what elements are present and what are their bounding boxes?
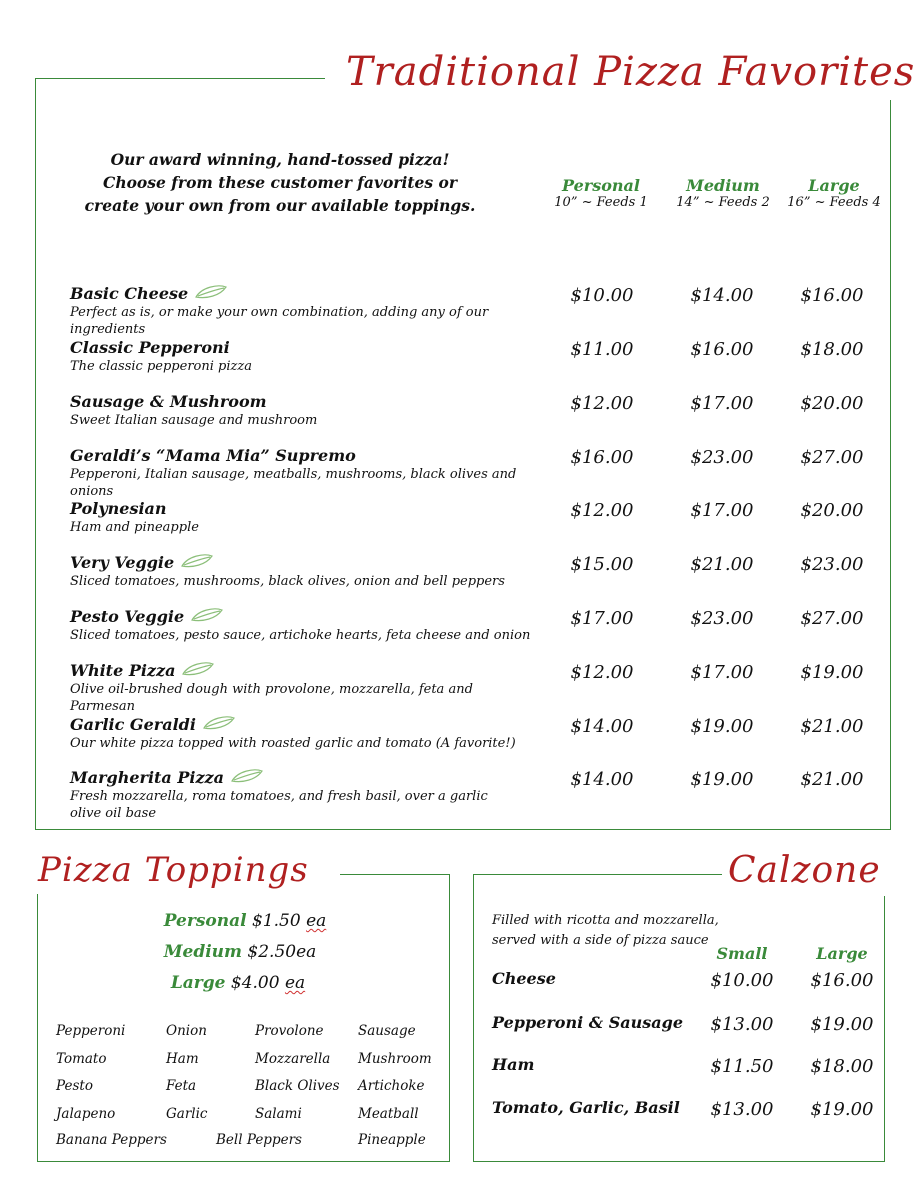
pizza-row: [70, 607, 890, 661]
topping-price-large: [88, 973, 388, 993]
pizza-name: [70, 607, 224, 628]
pizza-name: [70, 446, 356, 466]
pizza-price-personal: $12.00: [570, 662, 634, 683]
main-section-title: Traditional Pizza Favorites: [340, 44, 921, 100]
intro-text: [60, 148, 500, 217]
leaf-icon: [194, 284, 228, 305]
pizza-row: [70, 338, 890, 392]
size-name: Large: [808, 176, 860, 195]
calzone-price-small: $10.00: [710, 970, 774, 991]
pizza-name: [70, 499, 167, 519]
topping-item: Black Olives: [255, 1078, 340, 1094]
pizza-description: Perfect as is, or make your own combination, adding any of our ingredients: [70, 305, 489, 337]
topping-size-label: Personal: [163, 911, 247, 931]
pizza-price-large: $16.00: [800, 285, 864, 306]
calzone-row: [492, 1098, 882, 1124]
pizza-price-personal: $12.00: [570, 500, 634, 521]
pizza-price-personal: $14.00: [570, 769, 634, 790]
topping-item: Provolone: [255, 1023, 324, 1039]
calzone-price-large: $18.00: [810, 1056, 874, 1077]
pizza-name: [70, 284, 228, 305]
pizza-description: Ham and pineapple: [70, 520, 199, 535]
topping-item: Pesto: [56, 1078, 93, 1094]
topping-item: Garlic: [166, 1106, 208, 1122]
pizza-name: [70, 553, 214, 574]
pizza-name-text: Garlic Geraldi: [70, 715, 196, 734]
pizza-name: [70, 661, 215, 682]
size-name: Medium: [686, 176, 760, 195]
pizza-price-large: $27.00: [800, 447, 864, 468]
calzone-row: [492, 969, 882, 995]
intro-line: create your own from our available toppings.: [84, 196, 476, 215]
size-header-personal: [546, 177, 656, 211]
pizza-price-medium: $21.00: [690, 554, 754, 575]
calzone-name: Pepperoni & Sausage: [492, 1013, 684, 1032]
leaf-icon: [181, 661, 215, 682]
pizza-price-medium: $19.00: [690, 769, 754, 790]
calzone-size-large: Large: [816, 944, 868, 963]
pizza-name: [70, 768, 264, 789]
pizza-price-large: $20.00: [800, 500, 864, 521]
calzone-size-small: Small: [716, 944, 768, 963]
pizza-price-medium: $23.00: [690, 608, 754, 629]
pizza-name-text: White Pizza: [70, 661, 176, 680]
pizza-price-large: $21.00: [800, 769, 864, 790]
calzone-name: Tomato, Garlic, Basil: [492, 1098, 680, 1117]
toppings-top-border: [340, 874, 450, 875]
calzone-name: Cheese: [492, 969, 556, 988]
pizza-name-text: Pesto Veggie: [70, 607, 185, 626]
topping-item: Feta: [166, 1078, 197, 1094]
topping-item: Jalapeno: [56, 1106, 116, 1122]
topping-item: Artichoke: [358, 1078, 425, 1094]
calzone-desc-line: Filled with ricotta and mozzarella,: [492, 913, 719, 928]
pizza-row: [70, 392, 890, 446]
pizza-row: [70, 284, 890, 338]
pizza-description: Fresh mozzarella, roma tomatoes, and fresh basil, over a garlic olive oil base: [70, 789, 488, 821]
pizza-price-medium: $17.00: [690, 500, 754, 521]
topping-size-price: $4.00: [230, 973, 280, 993]
pizza-name-text: Margherita Pizza: [70, 768, 224, 787]
topping-size-label: Medium: [163, 942, 243, 962]
pizza-price-personal: $16.00: [570, 447, 634, 468]
topping-price-medium: [90, 942, 390, 962]
topping-item: Pineapple: [358, 1132, 426, 1148]
pizza-description: Sliced tomatoes, pesto sauce, artichoke hearts, feta cheese and onion: [70, 628, 531, 643]
pizza-price-personal: $12.00: [570, 393, 634, 414]
topping-item: Mushroom: [358, 1051, 432, 1067]
calzone-desc-line: served with a side of pizza sauce: [492, 933, 709, 948]
pizza-price-large: $21.00: [800, 716, 864, 737]
pizza-name-text: Basic Cheese: [70, 284, 189, 303]
pizza-row: [70, 661, 890, 715]
pizza-price-medium: $14.00: [690, 285, 754, 306]
intro-line: Our award winning, hand-tossed pizza!: [110, 150, 450, 169]
pizza-row: [70, 499, 890, 553]
pizza-price-personal: $17.00: [570, 608, 634, 629]
topping-size-price: $2.50: [247, 942, 297, 962]
calzone-price-small: $13.00: [710, 1014, 774, 1035]
calzone-price-large: $16.00: [810, 970, 874, 991]
pizza-price-large: $18.00: [800, 339, 864, 360]
pizza-description: The classic pepperoni pizza: [70, 359, 252, 374]
pizza-price-medium: $19.00: [690, 716, 754, 737]
topping-unit: ea: [284, 973, 306, 993]
topping-item: Sausage: [358, 1023, 416, 1039]
toppings-title: Pizza Toppings: [32, 846, 315, 894]
topping-unit: ea: [296, 942, 317, 962]
size-name: Personal: [562, 176, 640, 195]
size-header-large: [779, 177, 889, 211]
size-header-medium: [668, 177, 778, 211]
pizza-row: [70, 768, 890, 822]
main-section-top-border: [35, 78, 325, 79]
topping-item: Mozzarella: [255, 1051, 331, 1067]
pizza-row: [70, 553, 890, 607]
pizza-price-large: $20.00: [800, 393, 864, 414]
pizza-description: Pepperoni, Italian sausage, meatballs, mushrooms, black olives and onions: [70, 467, 517, 499]
intro-line: Choose from these customer favorites or: [102, 173, 458, 192]
calzone-title: Calzone: [722, 846, 887, 896]
topping-item: Tomato: [56, 1051, 107, 1067]
pizza-price-medium: $23.00: [690, 447, 754, 468]
pizza-price-large: $27.00: [800, 608, 864, 629]
size-detail: 10” ~ Feeds 1: [554, 195, 648, 210]
leaf-icon: [180, 553, 214, 574]
pizza-name-text: Sausage & Mushroom: [70, 392, 267, 411]
topping-price-personal: [95, 911, 395, 931]
topping-item: Onion: [166, 1023, 207, 1039]
pizza-price-large: $23.00: [800, 554, 864, 575]
pizza-name-text: Classic Pepperoni: [70, 338, 230, 357]
pizza-row: [70, 446, 890, 500]
pizza-price-medium: $16.00: [690, 339, 754, 360]
topping-unit: ea: [306, 911, 327, 931]
pizza-name-text: Polynesian: [70, 499, 167, 518]
calzone-price-small: $13.00: [710, 1099, 774, 1120]
topping-size-price: $1.50: [251, 911, 301, 931]
topping-item: Banana Peppers: [56, 1132, 167, 1148]
size-detail: 14” ~ Feeds 2: [676, 195, 770, 210]
pizza-price-personal: $15.00: [570, 554, 634, 575]
pizza-name: [70, 715, 236, 736]
calzone-row: [492, 1013, 882, 1039]
pizza-description: Sweet Italian sausage and mushroom: [70, 413, 318, 428]
pizza-price-medium: $17.00: [690, 393, 754, 414]
pizza-price-personal: $10.00: [570, 285, 634, 306]
calzone-price-small: $11.50: [710, 1056, 774, 1077]
pizza-price-personal: $11.00: [570, 339, 634, 360]
leaf-icon: [202, 715, 236, 736]
pizza-name: [70, 392, 267, 412]
topping-size-label: Large: [170, 973, 226, 993]
calzone-top-border: [473, 874, 723, 875]
pizza-description: Our white pizza topped with roasted garlic and tomato (A favorite!): [70, 736, 516, 751]
calzone-name: Ham: [492, 1055, 535, 1074]
calzone-row: [492, 1055, 882, 1081]
pizza-price-medium: $17.00: [690, 662, 754, 683]
pizza-description: Olive oil-brushed dough with provolone, mozzarella, feta and Parmesan: [70, 682, 473, 714]
topping-item: Salami: [255, 1106, 302, 1122]
leaf-icon: [230, 768, 264, 789]
pizza-price-large: $19.00: [800, 662, 864, 683]
pizza-row: [70, 715, 890, 769]
calzone-description: [492, 911, 719, 951]
calzone-price-large: $19.00: [810, 1014, 874, 1035]
pizza-price-personal: $14.00: [570, 716, 634, 737]
pizza-description: Sliced tomatoes, mushrooms, black olives, onion and bell peppers: [70, 574, 505, 589]
leaf-icon: [190, 607, 224, 628]
pizza-name: [70, 338, 230, 358]
topping-item: Meatball: [358, 1106, 419, 1122]
topping-item: Pepperoni: [56, 1023, 126, 1039]
topping-item: Ham: [166, 1051, 199, 1067]
pizza-name-text: Geraldi’s “Mama Mia” Supremo: [70, 446, 356, 465]
topping-item: Bell Peppers: [216, 1132, 302, 1148]
size-detail: 16” ~ Feeds 4: [787, 195, 881, 210]
pizza-name-text: Very Veggie: [70, 553, 175, 572]
calzone-price-large: $19.00: [810, 1099, 874, 1120]
